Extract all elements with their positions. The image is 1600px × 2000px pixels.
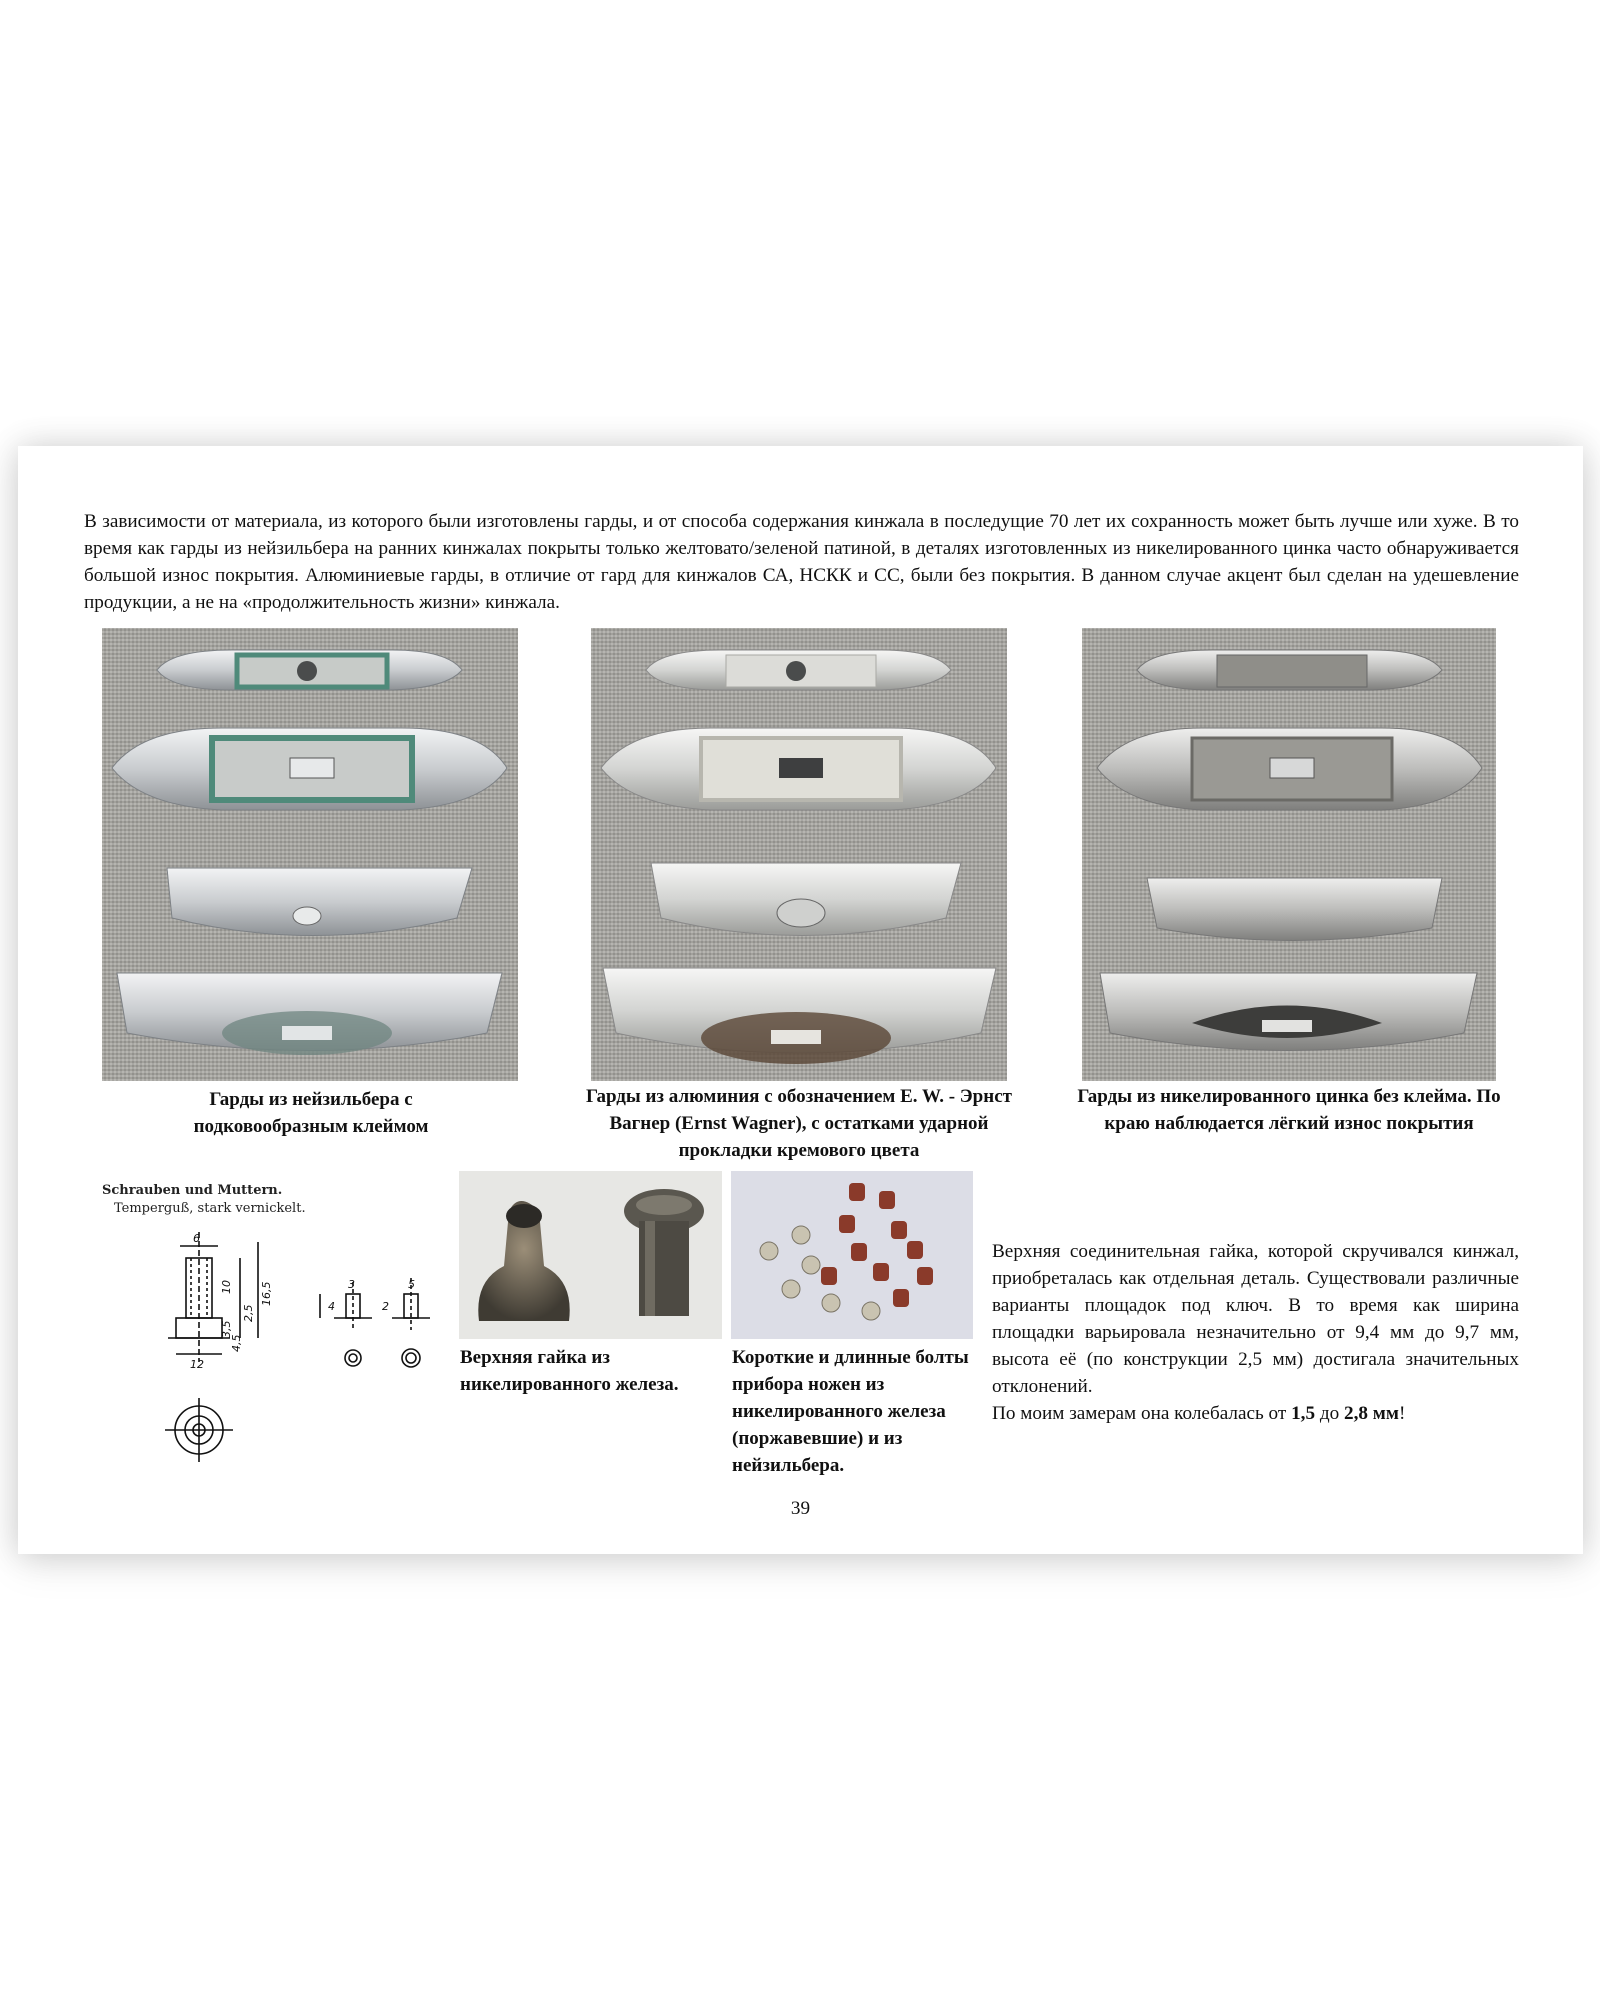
dim-label: 2 (382, 1300, 389, 1313)
caption-zinc: Гарды из никелированного цинка без клейма. По краю наблюдается лёгкий износ покрытия (1077, 1086, 1501, 1134)
dim-label: 4 (328, 1300, 335, 1313)
dim-label: 4,5 (230, 1334, 243, 1352)
photo-bolts (731, 1171, 973, 1339)
technical-drawing (80, 1182, 470, 1482)
dim-label: 6 (193, 1232, 200, 1245)
dim-label: 16,5 (260, 1281, 273, 1306)
book-page (18, 446, 1583, 1554)
dim-label: 5 (408, 1278, 415, 1291)
measure-max: 2,8 мм (1344, 1403, 1399, 1424)
caption-bolts: Короткие и длинные болты прибора ножен из никелированного железа (поржавевшие) и из нейзильбера. (732, 1347, 969, 1476)
dim-label: 12 (190, 1358, 204, 1371)
caption-nickel-silver: Гарды из нейзильбера с подковообразным клеймом (193, 1089, 429, 1137)
page-number: 39 (790, 1498, 811, 1519)
bolts-illustration (731, 1171, 973, 1339)
intro-paragraph: В зависимости от материала, из которого были изготовлены гарды, и от способа содержания кинжала в последущие 70 лет их сохранность может быть лучше или хуже. В то время как гарды из нейзильбера на ранних кинжалах покрыты только желтовато/зеленой патиной, в деталях изготовленных из никелированного цинка часто обнаруживается большой износ покрытия. Алюминиевые гарды, в отличие от гард для кинжалов СА, НСКК и СС, были без покрытия. В данном случае акцент был сделан на удешевление продукции, а не на «продолжительность жизни» кинжала. (84, 511, 1519, 613)
measure-min: 1,5 (1291, 1403, 1316, 1424)
nut-paragraph (992, 1238, 1519, 1427)
caption-nut: Верхняя гайка из никелированного железа. (460, 1347, 679, 1395)
bolt-dimension-drawing (80, 1222, 470, 1482)
nut-paragraph-main: Верхняя соединительная гайка, которой скручивался кинжал, приобреталась как отдельная деталь. Существовали различные варианты площадок под ключ. В то время как ширина площадки варьировала незначительно от 9,4 мм до 9,7 мм, высота её (по конструкции 2,5 мм) достигала значительных отклонений. (992, 1241, 1519, 1397)
photo-nickel-silver-guards (102, 628, 518, 1081)
photo-aluminium-guards (591, 628, 1007, 1081)
measure-mid: до (1315, 1403, 1345, 1424)
photo-upper-nut (459, 1171, 722, 1339)
measure-prefix: По моим замерам она колебалась от (992, 1403, 1292, 1424)
drawing-title: Schrauben und Muttern. (102, 1183, 283, 1198)
dim-label: 3 (348, 1278, 355, 1291)
dim-label: 10 (220, 1280, 233, 1294)
caption-aluminium: Гарды из алюминия с обозначением E. W. - Эрнст Вагнер (Ernst Wagner), с остатками ударной прокладки кремового цвета (586, 1086, 1012, 1161)
nut-illustration (459, 1171, 722, 1339)
measure-suffix: ! (1398, 1403, 1406, 1424)
dim-label: 3,5 (220, 1320, 233, 1338)
drawing-subtitle: Temperguß, stark vernickelt. (114, 1201, 306, 1216)
guards-illustration (591, 628, 1007, 1081)
guards-illustration (1082, 628, 1496, 1081)
photo-zinc-guards (1082, 628, 1496, 1081)
dim-label: 2,5 (242, 1304, 255, 1322)
guards-illustration (102, 628, 518, 1081)
